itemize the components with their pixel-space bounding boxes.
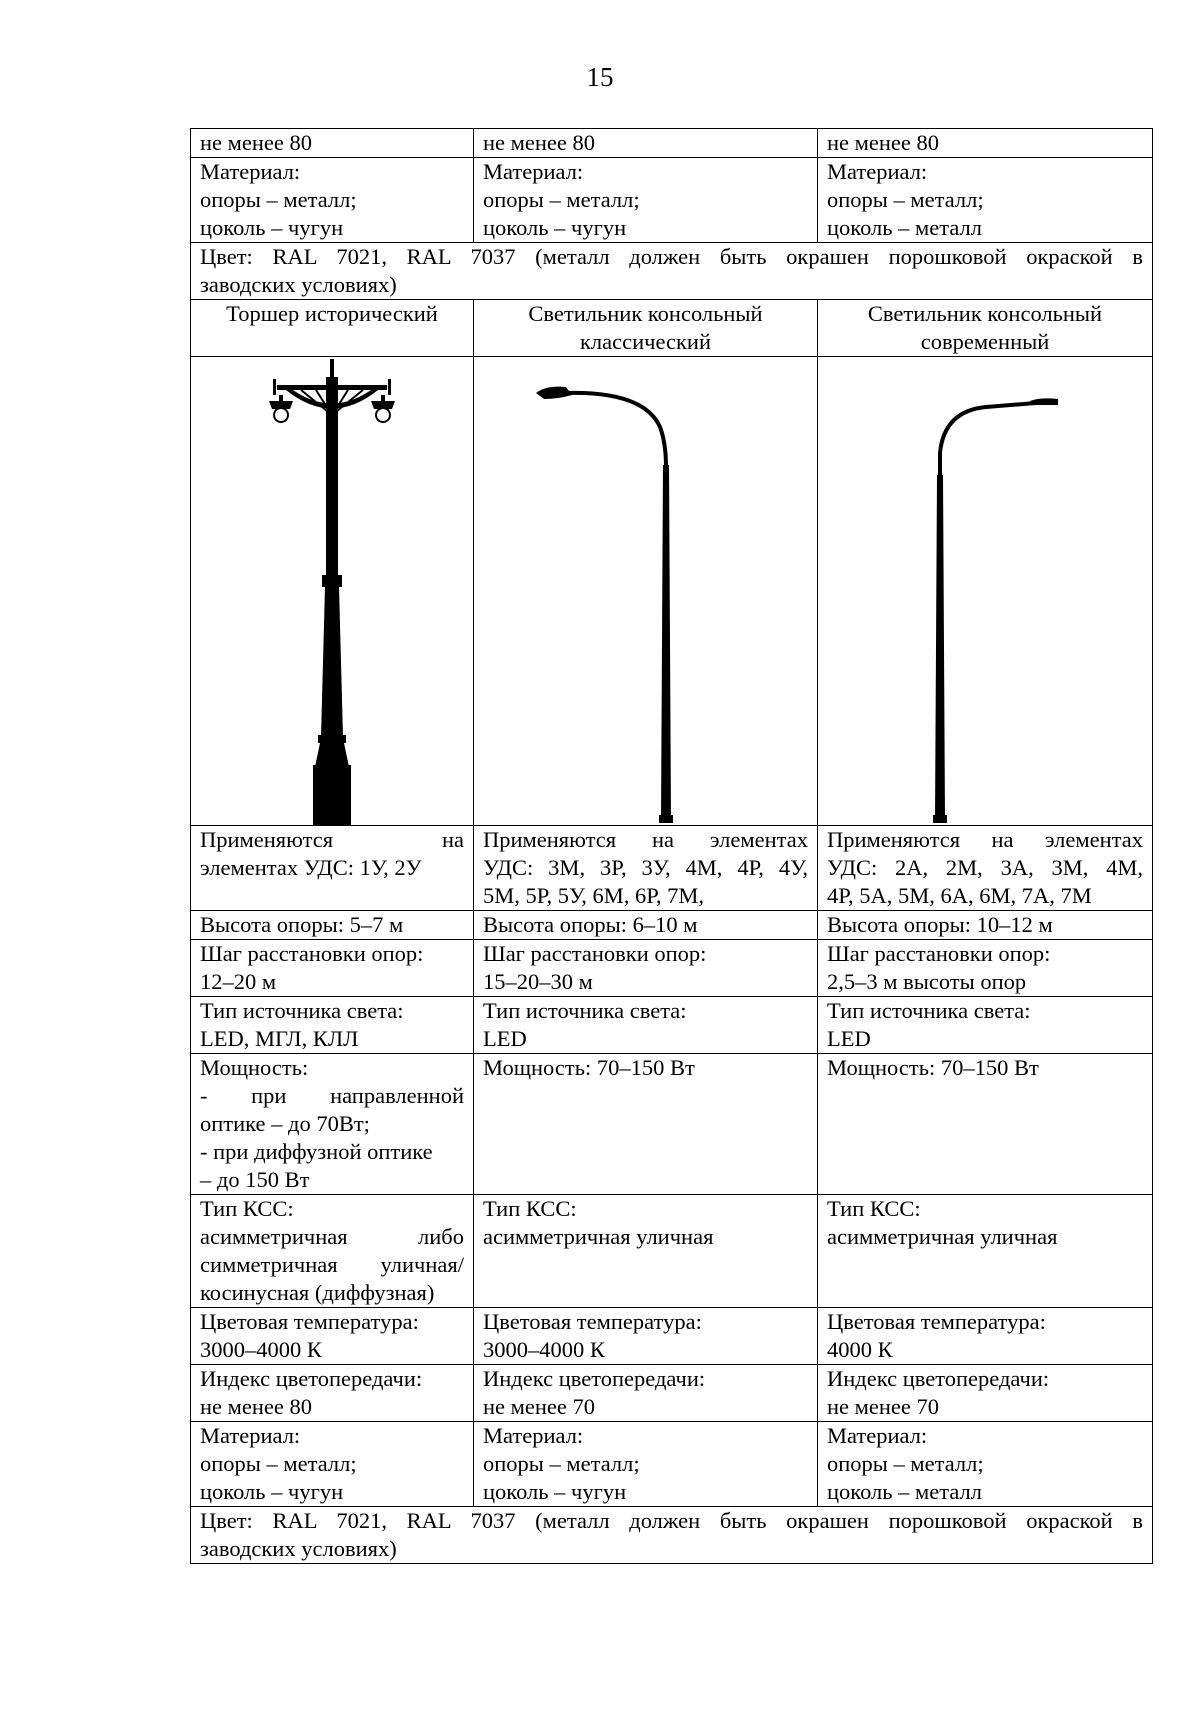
cell-spacing-1: Шаг расстановки опор: 12–20 м [191,940,474,997]
cell-light-source-3: Тип источника света: LED [818,997,1153,1054]
table-row-images [191,357,1153,826]
table-row-color-temp [191,1308,1153,1365]
cell-kss-3: Тип КСС: асимметричная уличная [818,1195,1153,1308]
cell-material-2: Материал: опоры – металл; цоколь – чугун [474,1422,818,1507]
cell-kss-2: Тип КСС: асимметричная уличная [474,1195,818,1308]
cell-color-note: Цвет: RAL 7021, RAL 7037 (металл должен быть окрашен порошковой окраской в заводских условиях) [191,1507,1153,1564]
table-row-material [191,1422,1153,1507]
table-row-material-top [191,158,1153,243]
cell-power-3: Мощность: 70–150 Вт [818,1054,1153,1195]
cell-color-temp-3: Цветовая температура: 4000 К [818,1308,1153,1365]
cell-color-temp-1: Цветовая температура: 3000–4000 К [191,1308,474,1365]
cell-cri-1: Индекс цветопередачи: не менее 80 [191,1365,474,1422]
table-row-color-note [191,1507,1153,1564]
table-row-light-source [191,997,1153,1054]
column-title-historic: Торшер исторический [191,300,474,357]
cell-color-temp-2: Цветовая температура: 3000–4000 К [474,1308,818,1365]
cell-usage-2: Применяются на элементах УДС: 3М, 3Р, 3У, 4М, 4Р, 4У, 5М, 5Р, 5У, 6М, 6Р, 7М, [474,826,818,911]
table-row-color-note-top [191,243,1153,300]
cell-cri-2: Индекс цветопередачи: не менее 70 [474,1365,818,1422]
cell-height-1: Высота опоры: 5–7 м [191,911,474,940]
table-row-cri-top [191,129,1153,158]
modern-cantilever-lamp-icon [818,357,1153,825]
cell-material-top-2: Материал: опоры – металл; цоколь – чугун [474,158,818,243]
cell-power-1: Мощность: - при направленной оптике – до 70Вт; - при диффузной оптике – до 150 Вт [191,1054,474,1195]
page-number: 15 [586,62,614,92]
table-row-power [191,1054,1153,1195]
cell-cri-top-2: не менее 80 [474,129,818,158]
cell-material-3: Материал: опоры – металл; цоколь – металл [818,1422,1153,1507]
cell-cri-top-1: не менее 80 [191,129,474,158]
table-row-spacing [191,940,1153,997]
cell-image-historic [191,357,474,826]
table-row-cri [191,1365,1153,1422]
cell-height-2: Высота опоры: 6–10 м [474,911,818,940]
cell-image-classic [474,357,818,826]
cell-height-3: Высота опоры: 10–12 м [818,911,1153,940]
cell-kss-1: Тип КСС: асимметричная либо симметричная уличная/ косинусная (диффузная) [191,1195,474,1308]
table-row-titles [191,300,1153,357]
cell-material-1: Материал: опоры – металл; цоколь – чугун [191,1422,474,1507]
cell-usage-3: Применяются на элементах УДС: 2А, 2М, 3А, 3М, 4М, 4Р, 5А, 5М, 6А, 6М, 7А, 7М [818,826,1153,911]
cell-light-source-2: Тип источника света: LED [474,997,818,1054]
lighting-spec-table [190,128,1153,1564]
cell-light-source-1: Тип источника света: LED, МГЛ, КЛЛ [191,997,474,1054]
historic-lamp-post-icon [191,357,474,825]
cell-usage-1: Применяются на элементах УДС: 1У, 2У [191,826,474,911]
classic-cantilever-lamp-icon [474,357,818,825]
column-title-classic: Светильник консольный классический [474,300,818,357]
table-row-kss [191,1195,1153,1308]
cell-spacing-3: Шаг расстановки опор: 2,5–3 м высоты опор [818,940,1153,997]
table-row-usage [191,826,1153,911]
cell-spacing-2: Шаг расстановки опор: 15–20–30 м [474,940,818,997]
cell-color-note-top: Цвет: RAL 7021, RAL 7037 (металл должен быть окрашен порошковой окраской в заводских условиях) [191,243,1153,300]
cell-material-top-3: Материал: опоры – металл; цоколь – металл [818,158,1153,243]
cell-power-2: Мощность: 70–150 Вт [474,1054,818,1195]
cell-material-top-1: Материал: опоры – металл; цоколь – чугун [191,158,474,243]
table-row-height [191,911,1153,940]
column-title-modern: Светильник консольный современный [818,300,1153,357]
cell-image-modern [818,357,1153,826]
cell-cri-3: Индекс цветопередачи: не менее 70 [818,1365,1153,1422]
cell-cri-top-3: не менее 80 [818,129,1153,158]
